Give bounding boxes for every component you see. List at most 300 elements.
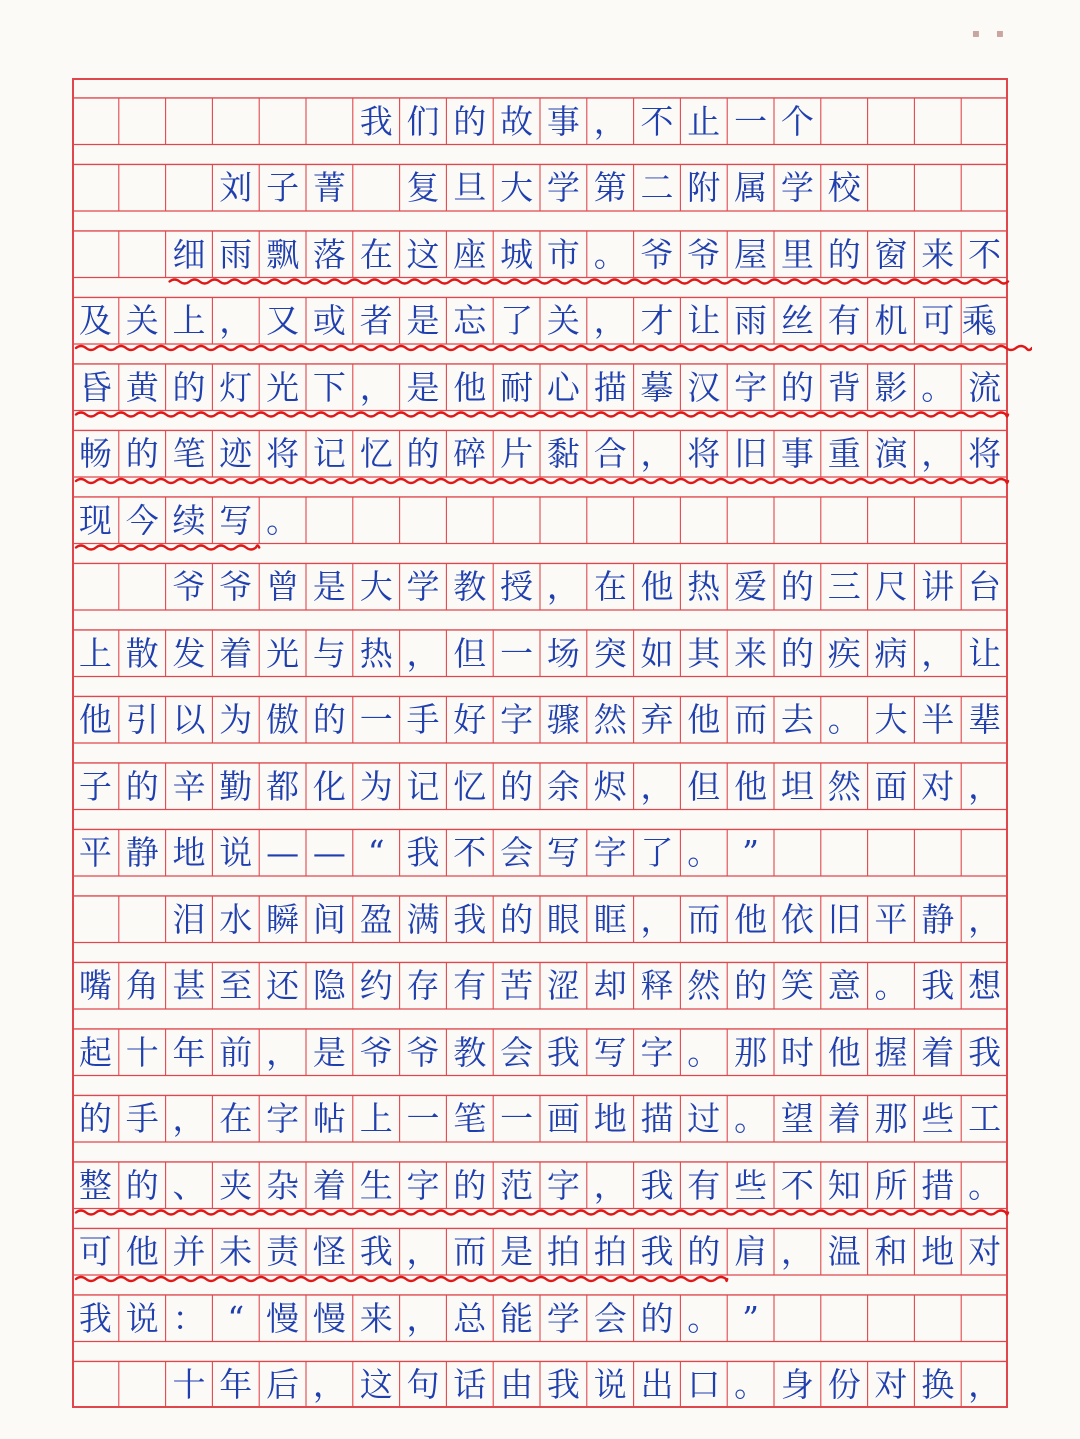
char-cell: 傲 [266,700,300,740]
char-cell: 字 [500,700,534,740]
char-cell: 止 [687,101,721,141]
char-cell: ， [780,1232,814,1272]
char-cell: 碎 [453,434,487,474]
char-cell: 杂 [266,1165,300,1205]
char-cell: 大 [874,700,908,740]
char-cell: 我 [359,101,393,141]
char-cell: 忘 [453,301,487,341]
char-cell: 字 [266,1099,300,1139]
char-cell: 。 [687,1032,721,1072]
char-cell: 窗 [874,234,908,274]
char-cell: ” [742,833,760,873]
char-cell: 。 [827,700,861,740]
char-cell: 复 [406,168,440,208]
char-cell: 辛 [172,766,206,806]
char-cell: 些 [921,1099,955,1139]
char-cell: 们 [406,101,440,141]
char-cell: 的 [78,1099,112,1139]
char-cell: 爷 [172,567,206,607]
char-cell: 范 [500,1165,534,1205]
char-cell: 说 [219,833,253,873]
char-cell: 续 [172,500,206,540]
char-cell: 了 [640,833,674,873]
char-cell: ” [742,1298,760,1338]
char-cell: 描 [640,1099,674,1139]
char-cell: 描 [593,367,627,407]
char-cell: 一 [734,101,768,141]
page-corner-mark: ▪ ▪ [971,26,1010,40]
char-cell: 不 [640,101,674,141]
char-cell: 他 [734,766,768,806]
char-cell: 面 [874,766,908,806]
char-cell: 的 [172,367,206,407]
char-cell: 然 [687,966,721,1006]
char-cell: 昏 [78,367,112,407]
char-cell: 。 [593,234,627,274]
char-cell: 校 [827,168,861,208]
char-cell: 让 [687,301,721,341]
char-cell: 总 [453,1298,487,1338]
char-cell: 上 [172,301,206,341]
char-cell: 黄 [125,367,159,407]
char-cell: 过 [687,1099,721,1139]
char-cell: 热 [687,567,721,607]
char-cell: 的 [125,1165,159,1205]
char-cell: 热 [359,633,393,673]
char-cell: 汉 [687,367,721,407]
char-cell: 尺 [874,567,908,607]
char-cell: 能 [500,1298,534,1338]
char-cell: 而 [687,899,721,939]
char-cell: 畅 [78,434,112,474]
char-cell: 些 [734,1165,768,1205]
char-cell: 教 [453,1032,487,1072]
char-cell: 心 [546,367,580,407]
char-cell: 但 [453,633,487,673]
char-cell: 字 [640,1032,674,1072]
char-cell: “ [367,833,385,873]
char-cell: 还 [266,966,300,1006]
char-cell: 流 [968,367,1002,407]
char-cell: 爷 [219,567,253,607]
char-cell: 不 [968,234,1002,274]
char-cell: 坦 [780,766,814,806]
char-cell: 有 [453,966,487,1006]
char-cell: 可 [921,301,955,341]
char-cell: 光 [266,367,300,407]
char-cell: 着 [219,633,253,673]
char-cell: ， [593,101,627,141]
char-cell: 余 [546,766,580,806]
char-cell: ， [406,1232,440,1272]
char-cell: 我 [640,1165,674,1205]
char-cell: 口 [687,1365,721,1405]
char-cell: 光 [266,633,300,673]
char-cell: 忆 [453,766,487,806]
char-cell: 辈 [968,700,1002,740]
char-cell: 是 [312,567,346,607]
char-cell: 可 [78,1232,112,1272]
char-cell: 字 [593,833,627,873]
char-cell: 上 [78,633,112,673]
char-cell: 我 [921,966,955,1006]
char-cell: 引 [125,700,159,740]
char-cell: 怪 [312,1232,346,1272]
char-cell: 病 [874,633,908,673]
char-cell: 一 [359,700,393,740]
char-cell: 字 [546,1165,580,1205]
char-cell: 出 [640,1365,674,1405]
char-cell: 起 [78,1032,112,1072]
char-cell: 大 [359,567,393,607]
char-cell: 的 [406,434,440,474]
char-cell: 肩 [734,1232,768,1272]
char-cell: 有 [687,1165,721,1205]
char-cell: 及 [78,301,112,341]
char-cell: 水 [219,899,253,939]
char-cell: ， [593,1165,627,1205]
char-cell: 合 [593,434,627,474]
char-cell: 旦 [453,168,487,208]
char-cell: 教 [453,567,487,607]
char-cell: 是 [406,367,440,407]
char-cell: 甚 [172,966,206,1006]
char-cell: 静 [921,899,955,939]
char-cell: 片 [500,434,534,474]
char-cell: 地 [172,833,206,873]
char-cell: 却 [593,966,627,1006]
char-cell: 的 [312,700,346,740]
char-cell: 让 [968,633,1002,673]
char-cell: 我 [546,1032,580,1072]
char-cell: 后 [266,1365,300,1405]
char-cell: 市 [546,234,580,274]
char-cell: 知 [827,1165,861,1205]
char-cell: 雨 [219,234,253,274]
char-cell: 隐 [312,966,346,1006]
char-cell: 屋 [734,234,768,274]
char-cell: 说 [593,1365,627,1405]
char-cell: 爷 [406,1032,440,1072]
char-cell: 曾 [266,567,300,607]
char-cell: 他 [125,1232,159,1272]
char-cell: 疾 [827,633,861,673]
char-cell: 涩 [546,966,580,1006]
char-cell: 三 [827,567,861,607]
char-cell: ， [593,301,627,341]
char-cell: 将 [687,434,721,474]
char-cell: 我 [359,1232,393,1272]
char-cell: 。 [734,1099,768,1139]
char-cell: 第 [593,168,627,208]
char-cell: 落 [312,234,346,274]
char-cell: 角 [125,966,159,1006]
char-cell: 苦 [500,966,534,1006]
char-cell: ， [921,434,955,474]
char-cell: 年 [219,1365,253,1405]
char-cell: 着 [312,1165,346,1205]
char-cell: 如 [640,633,674,673]
char-cell: 这 [406,234,440,274]
char-cell: 散 [125,633,159,673]
char-cell: 对 [874,1365,908,1405]
char-cell: 措 [921,1165,955,1205]
char-cell: 份 [827,1365,861,1405]
char-cell: 影 [874,367,908,407]
char-cell: 乘。 [961,301,1008,341]
char-cell: 瞬 [266,899,300,939]
char-cell: 菁 [312,168,346,208]
char-cell: 黏 [546,434,580,474]
char-cell: 又 [266,301,300,341]
char-cell: 机 [874,301,908,341]
char-cell: 满 [406,899,440,939]
char-cell: 整 [78,1165,112,1205]
char-cell: 但 [687,766,721,806]
char-cell: 眼 [546,899,580,939]
char-cell: 拍 [546,1232,580,1272]
char-cell: 一 [406,1099,440,1139]
char-cell: 未 [219,1232,253,1272]
char-cell: 属 [734,168,768,208]
char-cell: 一 [500,1099,534,1139]
char-cell: 的 [453,101,487,141]
char-cell: 为 [359,766,393,806]
char-cell: 爷 [359,1032,393,1072]
char-cell: 。 [921,367,955,407]
char-cell: 换 [921,1365,955,1405]
char-cell: 的 [780,367,814,407]
char-cell: 讲 [921,567,955,607]
char-cell: 爷 [640,234,674,274]
char-cell: ， [546,567,580,607]
char-cell: ， [406,633,440,673]
char-cell: 温 [827,1232,861,1272]
char-cell: 烬 [593,766,627,806]
char-cell: 慢 [266,1298,300,1338]
char-cell: 今 [125,500,159,540]
char-cell: 那 [734,1032,768,1072]
char-cell: 并 [172,1232,206,1272]
char-cell: 依 [780,899,814,939]
char-cell: 他 [827,1032,861,1072]
char-cell: 释 [640,966,674,1006]
char-cell: 丝 [780,301,814,341]
char-cell: 笔 [172,434,206,474]
char-cell: ， [640,899,674,939]
char-cell: 摹 [640,367,674,407]
char-cell: 城 [500,234,534,274]
char-cell: 笔 [453,1099,487,1139]
char-cell: 的 [734,966,768,1006]
char-cell: 我 [546,1365,580,1405]
char-cell: 记 [312,434,346,474]
char-cell: 故 [500,101,534,141]
char-cell: 将 [266,434,300,474]
char-cell: 是 [312,1032,346,1072]
char-cell: 事 [780,434,814,474]
char-cell: 话 [453,1365,487,1405]
char-cell: 意 [827,966,861,1006]
char-cell: 嘴 [78,966,112,1006]
char-cell: 不 [453,833,487,873]
char-cell: 关 [125,301,159,341]
char-cell: 泪 [172,899,206,939]
char-cell: ， [968,899,1002,939]
char-cell: 发 [172,633,206,673]
char-cell: 然 [593,700,627,740]
char-cell: ， [921,633,955,673]
char-cell: 来 [359,1298,393,1338]
char-cell: — [266,833,300,873]
char-cell: ， [406,1298,440,1338]
char-cell: 细 [172,234,206,274]
char-cell: 灯 [219,367,253,407]
char-cell: 的 [500,899,534,939]
char-cell: 化 [312,766,346,806]
char-cell: 学 [546,168,580,208]
char-cell: 的 [827,234,861,274]
char-cell: 我 [406,833,440,873]
char-cell: 会 [500,1032,534,1072]
char-cell: 是 [500,1232,534,1272]
char-cell: “ [227,1298,245,1338]
char-cell: 的 [125,766,159,806]
char-cell: 在 [219,1099,253,1139]
char-cell: 地 [921,1232,955,1272]
char-cell: ， [640,766,674,806]
char-cell: 迹 [219,434,253,474]
char-cell: 子 [266,168,300,208]
char-cell: 的 [125,434,159,474]
char-cell: 都 [266,766,300,806]
char-cell: 写 [219,500,253,540]
char-cell: 、 [172,1165,206,1205]
char-cell: 着 [827,1099,861,1139]
char-cell: 眶 [593,899,627,939]
char-cell: ， [968,766,1002,806]
char-cell: 或 [312,301,346,341]
char-cell: 的 [453,1165,487,1205]
char-cell: 他 [734,899,768,939]
char-cell: 才 [640,301,674,341]
char-cell: 我 [640,1232,674,1272]
char-cell: ， [172,1099,206,1139]
char-cell: 突 [593,633,627,673]
char-cell: 台 [968,567,1002,607]
char-cell: 上 [359,1099,393,1139]
char-cell: 那 [874,1099,908,1139]
char-cell: 平 [78,833,112,873]
char-cell: 说 [125,1298,159,1338]
composition-sheet [72,78,1008,1408]
grid-paper [72,78,1008,1408]
char-cell: 间 [312,899,346,939]
char-cell: 的 [780,567,814,607]
char-cell: 我 [78,1298,112,1338]
char-cell: 记 [406,766,440,806]
char-cell: 飘 [266,234,300,274]
char-cell: 写 [546,833,580,873]
char-cell: 。 [734,1365,768,1405]
char-cell: 旧 [734,434,768,474]
char-cell: 忆 [359,434,393,474]
char-cell: 的 [780,633,814,673]
char-cell: 画 [546,1099,580,1139]
char-cell: 平 [874,899,908,939]
char-cell: 想 [968,966,1002,1006]
char-cell: 会 [500,833,534,873]
char-cell: 其 [687,633,721,673]
char-cell: 字 [734,367,768,407]
char-cell: 勤 [219,766,253,806]
char-cell: 着 [921,1032,955,1072]
char-cell: 背 [827,367,861,407]
char-cell: 为 [219,700,253,740]
char-cell: 静 [125,833,159,873]
char-cell: 关 [546,301,580,341]
char-cell: 帖 [312,1099,346,1139]
char-cell: 对 [968,1232,1002,1272]
char-cell: 爱 [734,567,768,607]
char-cell: 来 [921,234,955,274]
char-cell: 字 [406,1165,440,1205]
char-cell: 慢 [312,1298,346,1338]
char-cell: 而 [453,1232,487,1272]
char-cell: 在 [359,234,393,274]
char-cell: 的 [500,766,534,806]
char-cell: 骤 [546,700,580,740]
char-cell: 与 [312,633,346,673]
char-cell: 拍 [593,1232,627,1272]
char-cell: 半 [921,700,955,740]
char-cell: 身 [780,1365,814,1405]
char-cell: 十 [125,1032,159,1072]
char-cell: 。 [968,1165,1002,1205]
char-cell: 然 [827,766,861,806]
char-cell: 握 [874,1032,908,1072]
char-cell: 。 [687,833,721,873]
char-cell: 座 [453,234,487,274]
char-cell: 他 [640,567,674,607]
char-cell: ， [640,434,674,474]
char-cell: 二 [640,168,674,208]
char-cell: 夹 [219,1165,253,1205]
char-cell: 生 [359,1165,393,1205]
char-cell: 现 [78,500,112,540]
char-cell: 。 [687,1298,721,1338]
char-cell: 时 [780,1032,814,1072]
char-cell: 盈 [359,899,393,939]
char-cell: 手 [125,1099,159,1139]
char-cell: 他 [78,700,112,740]
char-cell: 不 [780,1165,814,1205]
char-cell: 学 [406,567,440,607]
char-cell: 而 [734,700,768,740]
char-cell: ， [359,367,393,407]
char-cell: 。 [266,500,300,540]
char-cell: 的 [687,1232,721,1272]
char-cell: 了 [500,301,534,341]
char-cell: 句 [406,1365,440,1405]
char-cell: 十 [172,1365,206,1405]
char-cell: 写 [593,1032,627,1072]
char-cell: 地 [593,1099,627,1139]
char-cell: 事 [546,101,580,141]
char-cell: 将 [968,434,1002,474]
char-cell: 他 [453,367,487,407]
char-cell: 对 [921,766,955,806]
